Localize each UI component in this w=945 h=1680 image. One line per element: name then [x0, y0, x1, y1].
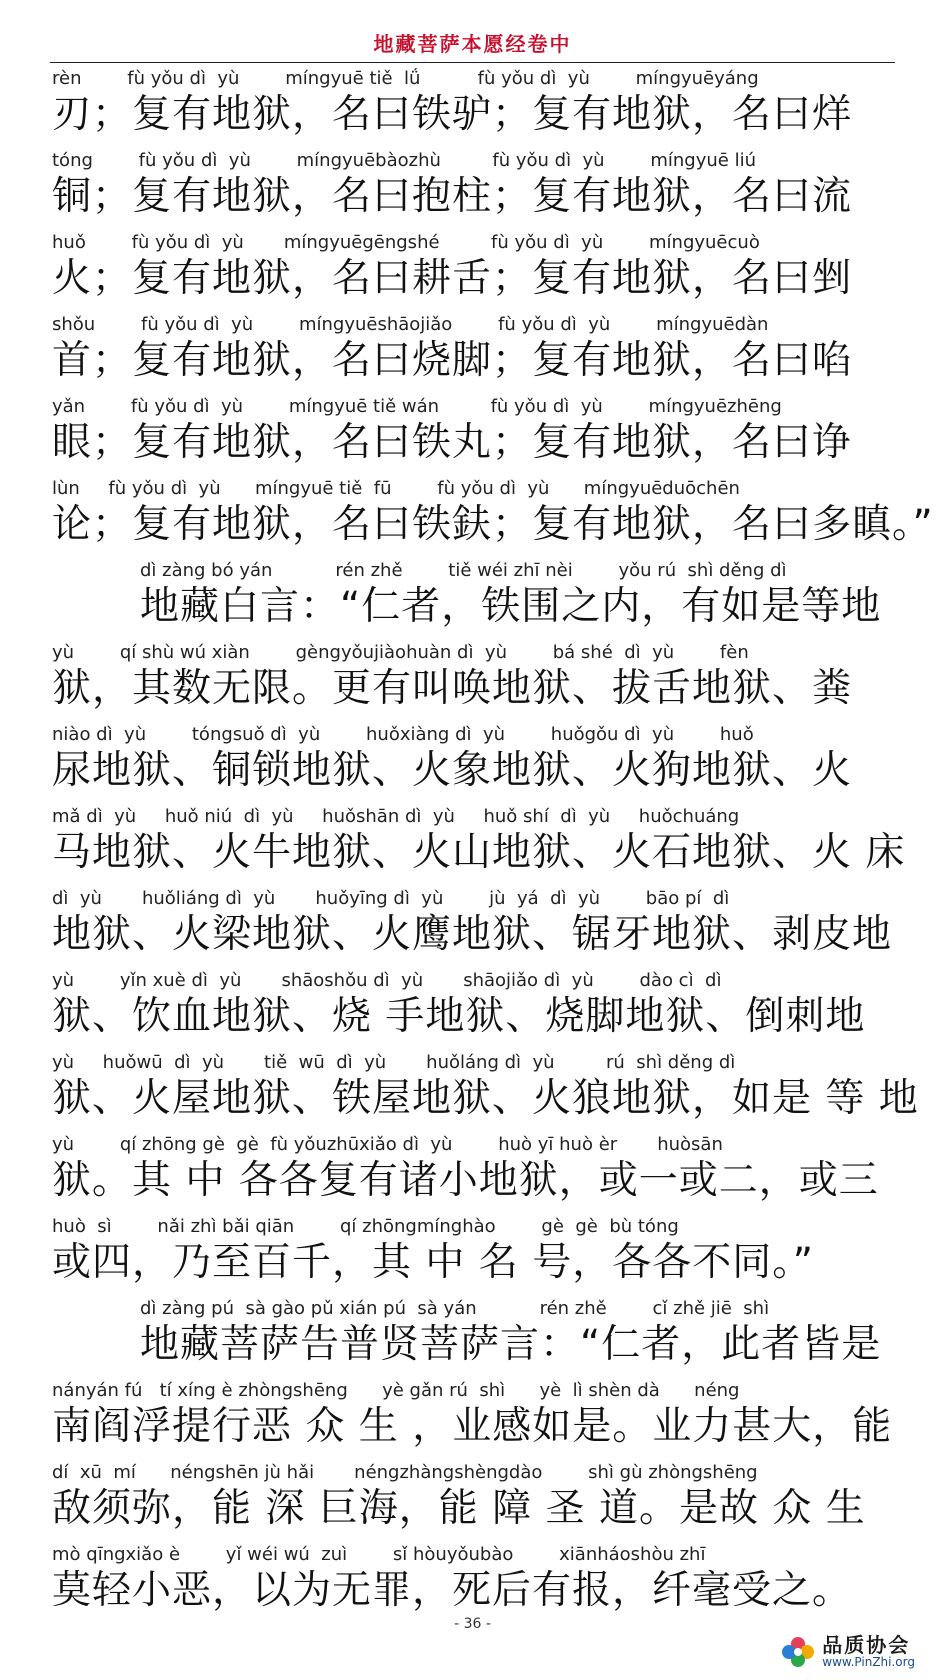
text-line: [52, 886, 893, 968]
hanzi-line: 狱、饮血地狱、烧 手地狱、烧脚地狱、倒刺地: [52, 994, 866, 1039]
pinyin-line: niào dì yù tóngsuǒ dì yù huǒxiàng dì yù huǒgǒu dì yù huǒ: [52, 724, 754, 745]
header-title: 地藏菩萨本愿经卷中: [373, 32, 572, 56]
text-line: [52, 1296, 893, 1378]
text-line: [52, 312, 893, 394]
text-line: [52, 66, 893, 148]
pinyin-line: mò qīngxiǎo è yǐ wéi wú zuì sǐ hòuyǒubào xiānháoshòu zhī: [52, 1544, 706, 1565]
hanzi-line: 敌须弥，能 深 巨海，能 障 圣 道。是故 众 生: [52, 1486, 866, 1531]
pinyin-line: huǒ fù yǒu dì yù míngyuēgēngshé fù yǒu dì yù míngyuēcuò: [52, 232, 760, 253]
pinyin-line: rèn fù yǒu dì yù míngyuē tiě lǘ fù yǒu dì yù míngyuēyáng: [52, 68, 759, 89]
pinyin-line: dì zàng pú sà gào pǔ xián pú sà yán rén zhě cǐ zhě jiē shì: [140, 1298, 770, 1319]
scripture-text: [52, 66, 934, 1624]
hanzi-line: 或四，乃至百千，其 中 名 号，各各不同。”: [52, 1240, 814, 1285]
text-line: [52, 558, 893, 640]
text-line: [52, 640, 893, 722]
hanzi-line: 地藏白言：“仁者，铁围之内，有如是等地: [140, 584, 882, 629]
pinyin-line: yǎn fù yǒu dì yù míngyuē tiě wán fù yǒu dì yù míngyuēzhēng: [52, 396, 782, 417]
text-line: [52, 1378, 893, 1460]
pinyin-line: yù qí zhōng gè gè fù yǒuzhūxiǎo dì yù huò yī huò èr huòsān: [52, 1134, 723, 1155]
pinyin-line: mǎ dì yù huǒ niú dì yù huǒshān dì yù huǒ shí dì yù huǒchuáng: [52, 806, 740, 827]
text-line: [52, 148, 893, 230]
pinyin-line: yù yǐn xuè dì yù shāoshǒu dì yù shāojiǎo dì yù dào cì dì: [52, 970, 722, 991]
hanzi-line: 地狱、火梁地狱、火鹰地狱、锯牙地狱、剥皮地: [52, 912, 893, 957]
pinyin-line: tóng fù yǒu dì yù míngyuēbàozhù fù yǒu dì yù míngyuē liú: [52, 150, 756, 171]
text-line: [52, 804, 906, 886]
pinyin-line: lùn fù yǒu dì yù míngyuē tiě fū fù yǒu dì yù míngyuēduōchēn: [52, 478, 740, 499]
text-line: [52, 1460, 893, 1542]
hanzi-line: 狱，其数无限。更有叫唤地狱、拔舌地狱、粪: [52, 666, 853, 711]
hanzi-line: 地藏菩萨告普贤菩萨言：“仁者，此者皆是: [140, 1322, 882, 1367]
page-number: - 36 -: [454, 1616, 491, 1632]
watermark-logo: [780, 1634, 915, 1670]
pinyin-line: shǒu fù yǒu dì yù míngyuēshāojiǎo fù yǒu dì yù míngyuēdàn: [52, 314, 769, 335]
text-line: [52, 394, 893, 476]
page-header: [50, 28, 895, 63]
pinyin-line: yù huǒwū dì yù tiě wū dì yù huǒláng dì yù rú shì děng dì: [52, 1052, 736, 1073]
text-line: [52, 476, 934, 558]
text-line: [52, 722, 893, 804]
hanzi-line: 铜；复有地狱，名曰抱柱；复有地狱，名曰流: [52, 174, 853, 219]
hanzi-line: 狱、火屋地狱、铁屋地狱、火狼地狱，如是 等 地: [52, 1076, 919, 1121]
pinyin-line: yù qí shù wú xiàn gèngyǒujiàohuàn dì yù bá shé dì yù fèn: [52, 642, 749, 663]
text-line: [52, 1132, 893, 1214]
pinyin-line: nányán fú tí xíng è zhòngshēng yè gǎn rú shì yè lì shèn dà néng: [52, 1380, 740, 1401]
watermark-url: www.PinZhi.org: [822, 1655, 915, 1670]
text-line: [52, 1214, 893, 1296]
watermark-name: 品质协会: [822, 1633, 911, 1658]
pinyin-line: huò sì nǎi zhì bǎi qiān qí zhōngmínghào gè gè bù tóng: [52, 1216, 679, 1237]
pinyin-line: dì yù huǒliáng dì yù huǒyīng dì yù jù yá dì yù bāo pí dì: [52, 888, 730, 909]
hanzi-line: 论；复有地狱，名曰铁鈇；复有地狱，名曰多瞋。”: [52, 502, 934, 547]
hanzi-line: 首；复有地狱，名曰烧脚；复有地狱，名曰啗: [52, 338, 853, 383]
text-line: [52, 230, 893, 312]
hanzi-line: 尿地狱、铜锁地狱、火象地狱、火狗地狱、火: [52, 748, 853, 793]
text-line: [52, 1050, 919, 1132]
hanzi-line: 莫轻小恶，以为无罪，死后有报，纤毫受之。: [52, 1568, 853, 1613]
hanzi-line: 狱。其 中 各各复有诸小地狱，或一或二，或三: [52, 1158, 879, 1203]
hanzi-line: 火；复有地狱，名曰耕舌；复有地狱，名曰剉: [52, 256, 853, 301]
hanzi-line: 马地狱、火牛地狱、火山地狱、火石地狱、火 床: [52, 830, 906, 875]
text-line: [52, 968, 893, 1050]
hanzi-line: 眼；复有地狱，名曰铁丸；复有地狱，名曰诤: [52, 420, 853, 465]
pinyin-line: dí xū mí néngshēn jù hǎi néngzhàngshèngdào shì gù zhòngshēng: [52, 1462, 758, 1483]
flower-logo-icon: [780, 1634, 816, 1670]
pinyin-line: dì zàng bó yán rén zhě tiě wéi zhī nèi yǒu rú shì děng dì: [140, 560, 787, 581]
text-line: [52, 1542, 893, 1624]
hanzi-line: 南阎浮提行恶 众 生 ，业感如是。业力甚大，能: [52, 1404, 893, 1449]
hanzi-line: 刃；复有地狱，名曰铁驴；复有地狱，名曰烊: [52, 92, 853, 137]
